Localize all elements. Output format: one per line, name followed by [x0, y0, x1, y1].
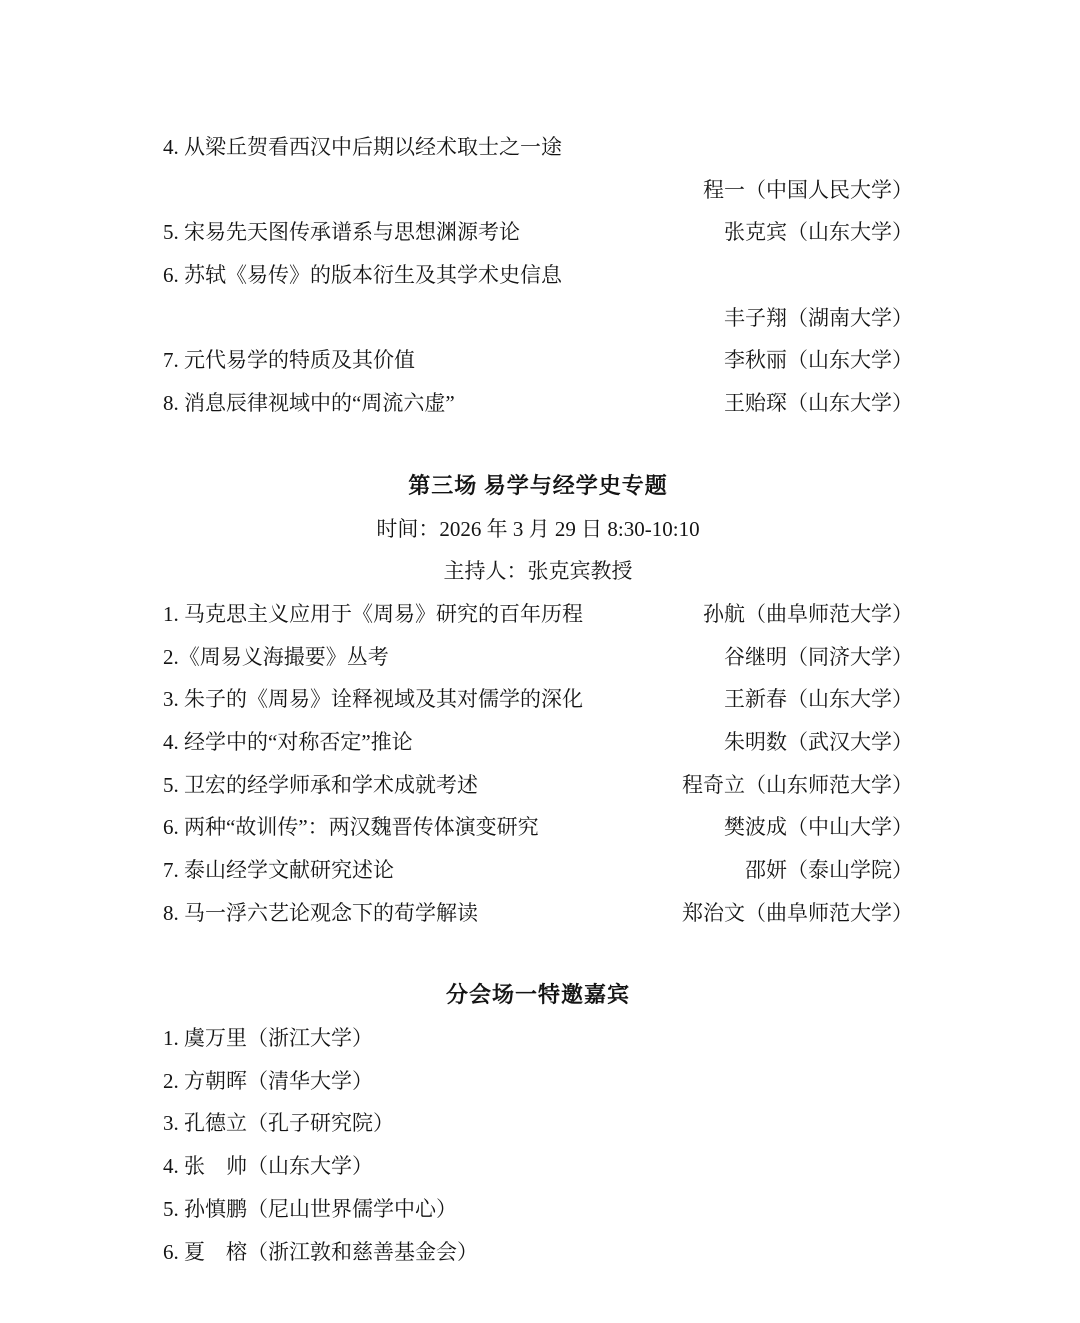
paper-presenter: 程奇立（山东师范大学） — [682, 772, 913, 797]
paper-row — [163, 593, 913, 636]
paper-title: 6. 两种“故训传”：两汉魏晋传体演变研究 — [163, 815, 539, 840]
paper-presenter: 程一（中国人民大学） — [703, 177, 913, 202]
paper-title: 4. 从梁丘贺看西汉中后期以经术取士之一途 — [163, 135, 562, 159]
paper-row — [163, 339, 913, 382]
paper-title: 4. 经学中的“对称否定”推论 — [163, 729, 413, 754]
paper-title: 7. 泰山经学文献研究述论 — [163, 858, 394, 882]
paper-row — [163, 211, 913, 254]
paper-row — [163, 806, 913, 849]
paper-title: 2.《周易义海撮要》丛考 — [163, 644, 389, 669]
paper-presenter: 樊波成（中山大学） — [724, 815, 913, 840]
paper-presenter: 朱明数（武汉大学） — [724, 729, 913, 754]
paper-presenter: 李秋丽（山东大学） — [724, 348, 913, 373]
guests-section — [163, 974, 913, 1273]
paper-title: 5. 卫宏的经学师承和学术成就考述 — [163, 772, 478, 797]
session-continued-list — [163, 126, 913, 425]
guest-item: 2. 方朝晖（清华大学） — [163, 1068, 373, 1093]
paper-row — [163, 126, 913, 169]
paper-presenter: 郑治文（曲阜师范大学） — [682, 900, 913, 925]
paper-row — [163, 382, 913, 425]
paper-presenter: 王新春（山东大学） — [724, 687, 913, 712]
paper-row — [163, 297, 913, 340]
paper-presenter: 谷继明（同济大学） — [724, 644, 913, 669]
paper-row — [163, 169, 913, 212]
paper-row — [163, 678, 913, 721]
guests-heading: 分会场一特邀嘉宾 — [445, 982, 630, 1008]
paper-title: 8. 马一浮六艺论观念下的荀学解读 — [163, 900, 478, 925]
paper-row — [163, 764, 913, 807]
paper-presenter: 张克宾（山东大学） — [724, 220, 913, 245]
session3-time: 时间：2026 年 3 月 29 日 8:30-10:10 — [376, 516, 700, 541]
paper-title: 7. 元代易学的特质及其价值 — [163, 348, 415, 373]
guest-item: 5. 孙慎鹏（尼山世界儒学中心） — [163, 1196, 457, 1221]
guest-item: 3. 孔德立（孔子研究院） — [163, 1111, 394, 1136]
paper-presenter: 王贻琛（山东大学） — [724, 391, 913, 416]
paper-title: 5. 宋易先天图传承谱系与思想渊源考论 — [163, 220, 520, 245]
paper-presenter: 孙航（曲阜师范大学） — [703, 601, 913, 626]
paper-row — [163, 721, 913, 764]
paper-row — [163, 254, 913, 297]
session3-host: 主持人：张克宾教授 — [443, 559, 633, 584]
paper-title: 3. 朱子的《周易》诠释视域及其对儒学的深化 — [163, 687, 583, 712]
guest-item: 4. 张 帅（山东大学） — [163, 1154, 373, 1179]
paper-presenter: 丰子翔（湖南大学） — [724, 305, 913, 330]
session3-heading: 第三场 易学与经学史专题 — [408, 472, 668, 498]
session3-section — [163, 465, 913, 935]
paper-row — [163, 892, 913, 935]
paper-title: 8. 消息辰律视域中的“周流六虚” — [163, 391, 455, 416]
paper-title: 1. 马克思主义应用于《周易》研究的百年历程 — [163, 601, 583, 626]
paper-row — [163, 636, 913, 679]
guest-item: 6. 夏 榕（浙江敦和慈善基金会） — [163, 1239, 478, 1264]
guest-item: 1. 虞万里（浙江大学） — [163, 1026, 373, 1051]
paper-title: 6. 苏轼《易传》的版本衍生及其学术史信息 — [163, 263, 562, 288]
paper-row — [163, 849, 913, 892]
paper-presenter: 邵妍（泰山学院） — [745, 858, 913, 882]
